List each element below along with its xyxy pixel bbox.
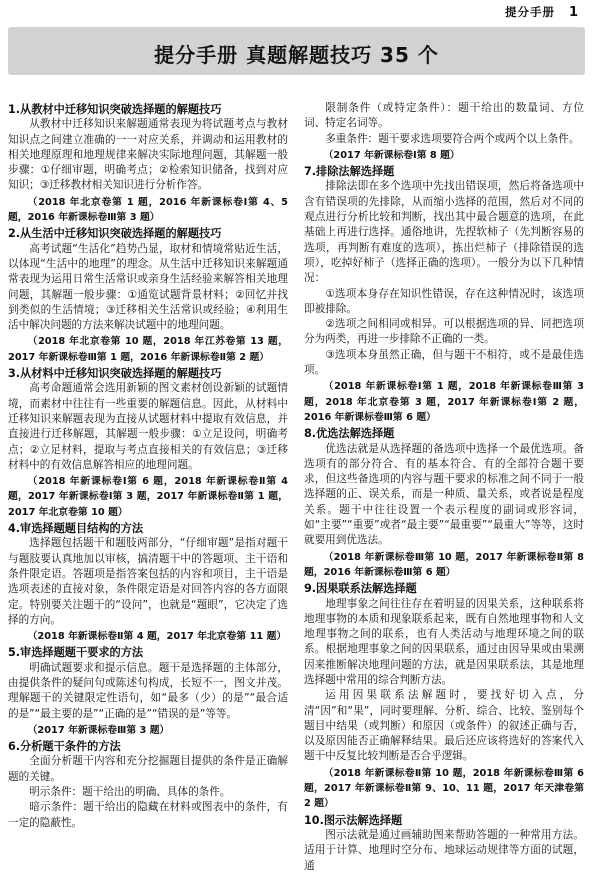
exam-reference: （2018 年新课标卷Ⅲ第 10 题，2017 年新课标卷Ⅱ第 8 题，2016 年新课标卷Ⅲ第 6 题） [304,551,584,578]
exam-reference: （2018 年新课标卷Ⅰ第 1 题，2018 年新课标卷Ⅲ第 3 题，2018 年北京卷第 3 题，2017 年新课标卷Ⅰ第 2 题，2016 年新课标卷Ⅲ第 6 题） [304,381,584,423]
paragraph: 图示法就是通过画辅助图来帮助答题的一种常用方法。适用于计算、地理时空分布、地球运动规律等方面的试题，通 [304,828,584,872]
paragraph: 优选法就是从选择题的备选项中选择一个最优选项。备选项有的部分符合、有的基本符合、有的全部符合题干要求，但这些备选项的内容与题干要求的标准之间不同于一般选择题的正、误关系，而是一种质、量关系，或者说是程度关系。题干中往往设置一个表示程度的副词或形容词，如“主要”“重要”或者“最主要”“最重要”“最重大”等等，这时就要用到优选法。 [304,442,584,547]
paragraph: 地理事象之间往往存在着明显的因果关系，这种联系将地理事物的本质和现象联系起来，既有自然地理事物和人文地理事物之间的联系，也有人类活动与地理环境之间的联系。根据地理事象之间的因果联系，通过由因导果或由果溯因来推断解决地理问题的方法，就是因果联系法，其是地理选择题中常用的综合判断方法。 [304,597,584,686]
paragraph: 明确试题要求和提示信息。题干是选择题的主体部分，由提供条件的疑问句或陈述句构成，长短不一，图文并茂。理解题干的关键限定性语句，如“最多（少）的是”“最合适的是”“最主要的是”“正确的是”“错误的是”等等。 [8,661,288,720]
right-column [304,101,584,874]
section-heading: 10.图示法解选择题 [304,813,403,827]
paragraph: ③选项本身虽然正确，但与题干不相符，或不是最佳选项。 [304,348,584,377]
exam-reference: （2017 年新课标卷Ⅲ第 3 题） [27,724,170,736]
title-banner [8,27,585,75]
page-number: 1 [568,5,579,20]
running-header-section: 提分手册 [504,5,555,19]
exam-reference: （2018 年新课标卷Ⅱ第 10 题，2018 年新课标卷Ⅲ第 6 题，2017 年新课标卷Ⅱ第 9、10、11 题，2017 年天津卷第 2 题） [304,767,584,810]
section-heading: 7.排除法解选择题 [304,165,395,179]
section-heading: 6.分析题干条件的方法 [8,740,121,754]
paragraph: 高考试题“生活化”趋势凸显，取材和情境常贴近生活，以体现“生活中的地理”的理念。从生活中迁移知识来解题通常表现为运用日常生活常识或亲身生活经验来解答相关地理问题，其解题一般步骤：①通览试题背景材料；②回忆并找到类似的生活情境；③迁移相关生活常识或经验；④利用生活中解决问题的方法来解决试题中的地理问题。 [8,242,288,332]
paragraph: 从教材中迁移知识来解题通常表现为将试题考点与教材知识点之间建立准确的一一对应关系，并调动和运用教材的相关地理原理和地理规律来解决实际地理问题，其解题一般步骤：①仔细审题，明确考点；②检索知识储备，找到对应知识；③迁移教材相关知识进行分析作答。 [8,118,288,192]
section-heading: 4.审选择题题目结构的方法 [8,522,144,536]
section-heading: 3.从材料中迁移知识突破选择题的解题技巧 [8,367,222,381]
paragraph: 限制条件（或特定条件）：题干给出的数量词、方位词、特定名词等。 [304,102,584,130]
section-heading: 1.从教材中迁移知识突破选择题的解题技巧 [8,103,222,116]
paragraph: ②选项之间相同或相异。可以根据选项的异、同把选项分为两类，再进一步排除不正确的一类。 [304,318,584,346]
exam-reference: （2018 年新课标卷Ⅱ第 4 题，2017 年北京卷第 11 题） [27,631,287,643]
left-column [8,101,288,831]
exam-reference: （2018 年北京卷第 1 题，2016 年新课标卷Ⅰ第 4、5 题，2016 年新课标卷Ⅲ第 3 题） [8,196,288,224]
paragraph: 排除法即在多个选项中先找出错误项，然后将备选项中含有错误项的先排除，从而缩小选择的范围，然后对不同的观点进行分析比较和判断，找出其中最合题意的选项，在此基础上再进行选择。通俗地讲，先捏软柿子（先判断容易的选项，再判断有难度的选项），拣出烂柿子（排除错误的选项），吃掉好柿子（选择正确的选项）。一般分为以下几种情况： [304,180,584,285]
exam-reference: （2017 年新课标卷Ⅰ第 8 题） [323,149,460,161]
paragraph: 明示条件：题干给出的明确、具体的条件。 [29,786,231,799]
page-title: 提分手册 真题解题技巧 35 个 [154,43,439,67]
paragraph: ①选项本身存在知识性错误，存在这种情况时，该选项即被排除。 [304,287,584,315]
paragraph: 选择题包括题干和题肢两部分，“仔细审题”是指对题干与题肢要认真地加以审核，搞清题干中的答题项、主干语和条件限定语。答题项是指答案包括的内容和项目，主干语是选项表述的直接对象，条件限定语是对回答内容的各方面限定。特别要关注题干的“设问”，也就是“题眼”，它决定了选择的方向。 [8,537,288,626]
paragraph: 高考命题通常会选用新颖的图文素材创设新颖的试题情境，而素材中往往有一些重要的解题信息。因此，从材料中迁移知识来解题表现为直接从试题材料中提取有效信息，并直接进行迁移解题，其解题一般步骤：①立足设问，明确考点；②立足材料，提取与考点直接相关的有效信息；③迁移材料中的有效信息解答相应的地理问题。 [8,382,288,471]
paragraph: 运用因果联系法解题时，要找好切入点，分清“因”和“果”，同时要理解、分析、综合、比较、鉴别每个题目中结果（或判断）和原因（或条件）的叙述正确与否，以及原因能否正确解释结果。最后还应该将选好的答案代入题干中反复比较判断是否合乎逻辑。 [304,689,584,763]
paragraph: 多重条件：题干要求选项要符合两个或两个以上条件。 [325,132,580,145]
section-heading: 2.从生活中迁移知识突破选择题的解题技巧 [8,227,222,241]
section-heading: 9.因果联系法解选择题 [304,582,417,596]
exam-reference: （2018 年新课标卷Ⅰ第 6 题，2018 年新课标卷Ⅱ第 4 题，2017 年新课标卷Ⅰ第 3 题，2017 年新课标卷Ⅱ第 1 题，2017 年北京卷第 10 题） [8,476,288,518]
exam-reference: （2018 年北京卷第 10 题，2018 年江苏卷第 13 题，2017 年新课标卷Ⅲ第 1 题，2016 年新课标卷Ⅱ第 2 题） [8,336,288,363]
paragraph: 暗示条件：题干给出的隐藏在材料或图表中的条件，有一定的隐蔽性。 [8,801,288,829]
running-header [505,4,579,20]
paragraph: 全面分析题干内容和充分挖掘题目提供的条件是正确解题的关键。 [8,755,288,783]
section-heading: 8.优选法解选择题 [304,427,395,441]
section-heading: 5.审选择题题干要求的方法 [8,646,144,660]
